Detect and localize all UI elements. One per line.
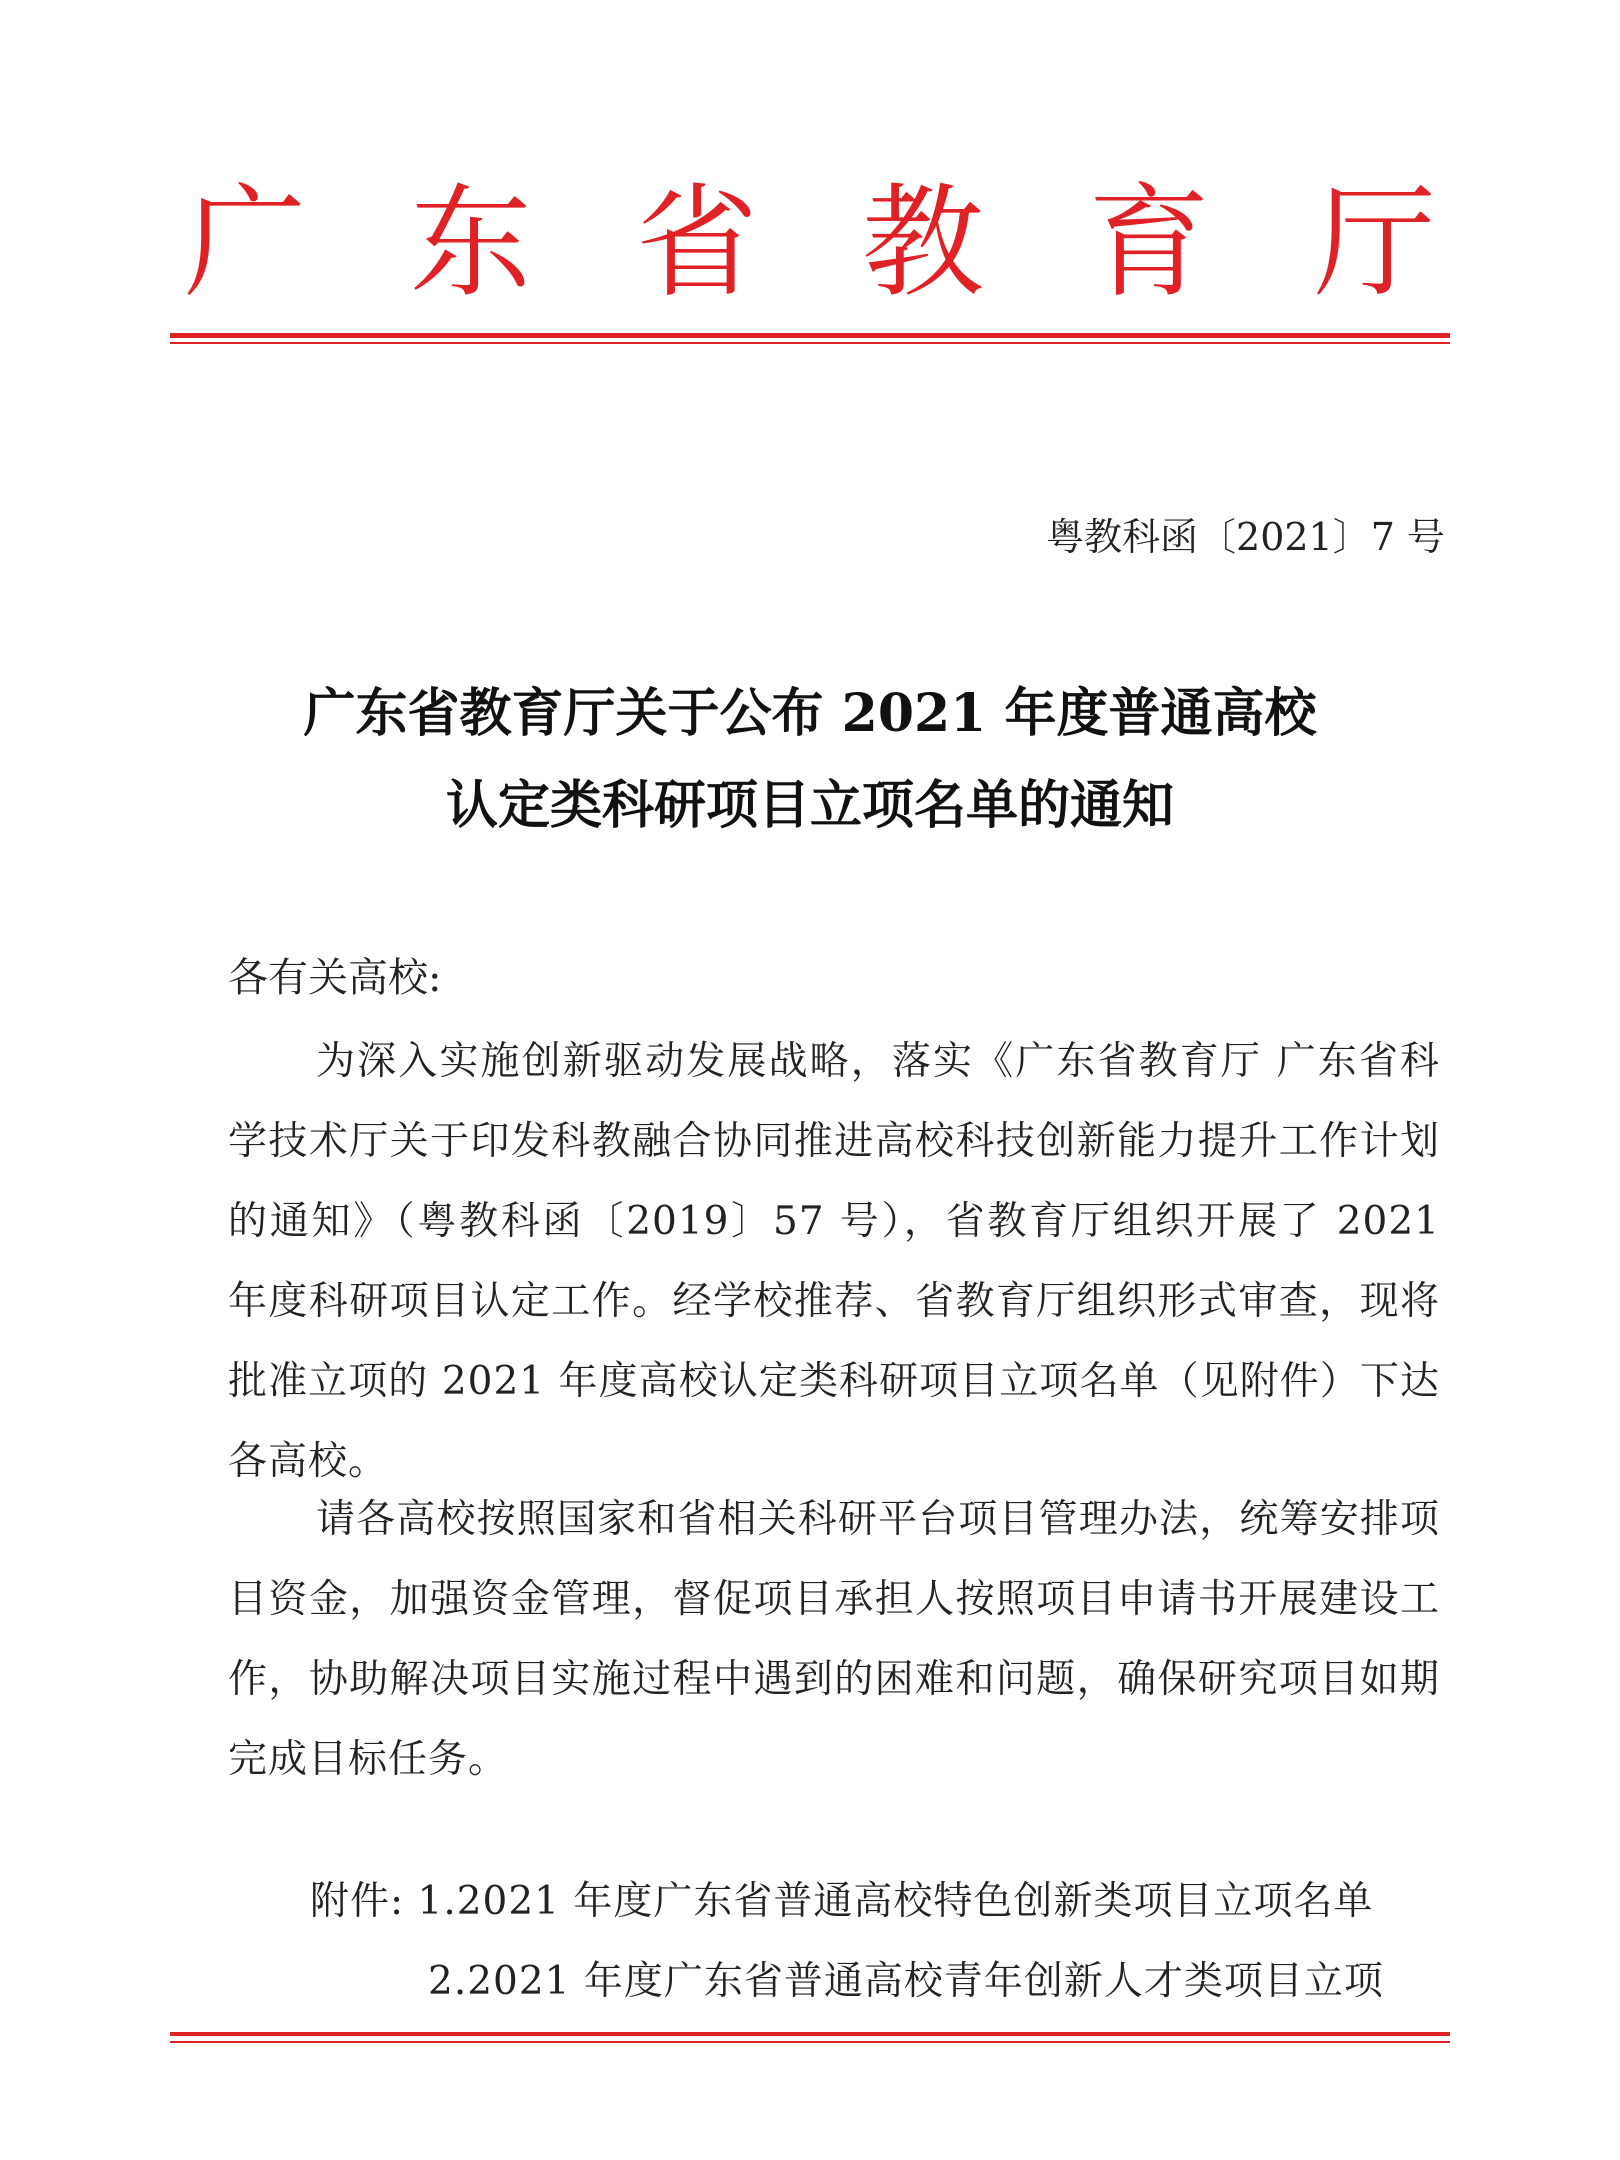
masthead-char: 教 — [862, 172, 984, 314]
footer-red-rule-thin — [170, 2041, 1450, 2043]
document-number: 粤教科函〔2021〕7 号 — [1046, 515, 1445, 559]
masthead-char: 厅 — [1314, 172, 1436, 314]
title-line-2: 认定类科研项目立项名单的通知 — [445, 775, 1174, 836]
header-red-rule-thin — [170, 342, 1450, 344]
attachment-item-1: 附件: 1.2021 年度广东省普通高校特色创新类项目立项名单 — [310, 1879, 1374, 1924]
title-line-1: 广东省教育厅关于公布 2021 年度普通高校 — [303, 683, 1317, 744]
body-paragraph-2: 请各高校按照国家和省相关科研平台项目管理办法，统筹安排项目资金，加强资金管理，督促项目承担人按照项目申请书开展建设工作，协助解决项目实施过程中遇到的困难和问题，确保研究项目如期完成目标任务。 — [228, 1497, 1440, 1782]
header-red-rule — [170, 333, 1450, 338]
footer-red-rule — [170, 2032, 1450, 2036]
attachments-list — [310, 1862, 1440, 2022]
masthead-issuer — [170, 168, 1450, 318]
masthead-char: 东 — [410, 172, 532, 314]
masthead-char: 省 — [636, 172, 758, 314]
document-title — [170, 668, 1450, 852]
masthead-char: 育 — [1088, 172, 1210, 314]
body-paragraph-1: 为深入实施创新驱动发展战略，落实《广东省教育厅 广东省科学技术厅关于印发科教融合协同推进高校科技创新能力提升工作计划的通知》（粤教科函〔2019〕57 号），省教育厅组织开展了 2021 年度科研项目认定工作。经学校推荐、省教育厅组织形式审查，现将批准立项的 2021 年度高校认定类科研项目立项名单（见附件）下达各高校。 — [228, 1039, 1440, 1484]
salutation: 各有关高校: — [228, 955, 442, 1001]
attachment-item-2: 2.2021 年度广东省普通高校青年创新人才类项目立项 — [428, 1959, 1384, 2004]
masthead-char: 广 — [184, 172, 306, 314]
